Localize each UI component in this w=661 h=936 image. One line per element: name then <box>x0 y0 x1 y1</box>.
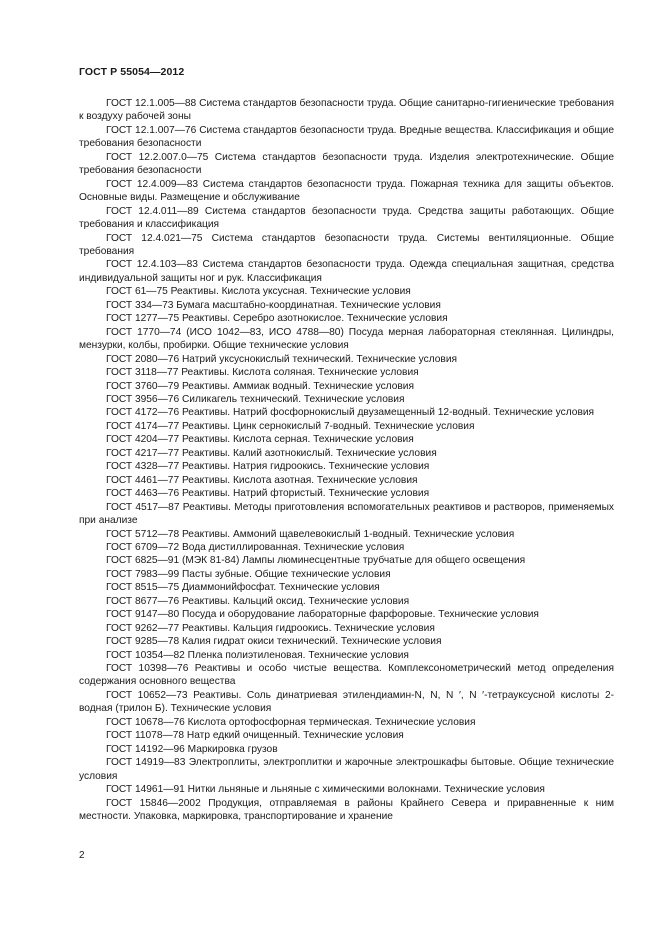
reference-item: ГОСТ 12.4.103—83 Система стандартов безопасности труда. Одежда специальная защитная, средства индивидуальной защиты ног и рук. Классификация <box>79 259 614 284</box>
reference-item: ГОСТ 3760—79 Реактивы. Аммиак водный. Технические условия <box>106 380 415 392</box>
reference-item: ГОСТ 6709—72 Вода дистиллированная. Технические условия <box>106 541 405 553</box>
reference-item: ГОСТ 14192—96 Маркировка грузов <box>106 743 278 755</box>
reference-item: ГОСТ 7983—99 Пасты зубные. Общие технические условия <box>106 568 391 580</box>
reference-item: ГОСТ 1277—75 Реактивы. Серебро азотнокислое. Технические условия <box>106 313 448 325</box>
reference-item: ГОСТ 6825—91 (МЭК 81-84) Лампы люминесцентные трубчатые для общего освещения <box>106 555 526 567</box>
reference-item: ГОСТ 2080—76 Натрий уксуснокислый технический. Технические условия <box>106 353 458 365</box>
reference-item: ГОСТ 9262—77 Реактивы. Кальция гидроокись. Технические условия <box>106 622 435 634</box>
reference-item: ГОСТ 1770—74 (ИСО 1042—83, ИСО 4788—80) Посуда мерная лабораторная стеклянная. Цилиндры, мензурки, колбы, пробирки. Общие технические условия <box>79 326 614 352</box>
reference-item: ГОСТ 10678—76 Кислота ортофосфорная термическая. Технические условия <box>106 716 476 728</box>
reference-item: ГОСТ 4463—76 Реактивы. Натрий фтористый. Технические условия <box>106 488 430 500</box>
reference-item: ГОСТ 12.1.005—88 Система стандартов безопасности труда. Общие санитарно-гигиенические требования к воздуху рабочей зоны <box>79 98 614 123</box>
reference-item: ГОСТ 4172—76 Реактивы. Натрий фосфорнокислый двузамещенный 12-водный. Технические условия <box>106 407 595 419</box>
reference-item: ГОСТ 4217—77 Реактивы. Калий азотнокислый. Технические условия <box>106 447 437 459</box>
reference-item: ГОСТ 14961—91 Нитки льняные и льняные с химическими волокнами. Технические условия <box>106 784 545 796</box>
reference-item: ГОСТ 3956—76 Силикагель технический. Технические условия <box>106 393 405 405</box>
reference-item: ГОСТ 8515—75 Диаммонийфосфат. Технические условия <box>106 582 380 594</box>
reference-item: ГОСТ 12.1.007—76 Система стандартов безопасности труда. Вредные вещества. Классификация и общие требования безопасности <box>79 124 614 150</box>
reference-item: ГОСТ 12.4.021—75 Система стандартов безопасности труда. Системы вентиляционные. Общие требования <box>79 232 614 257</box>
reference-item: ГОСТ 10398—76 Реактивы и особо чистые вещества. Комплексонометрический метод определения содержания основного вещества <box>79 663 614 688</box>
reference-item: ГОСТ 4204—77 Реактивы. Кислота серная. Технические условия <box>106 434 414 446</box>
normative-references-list <box>79 97 614 823</box>
reference-item: ГОСТ 3118—77 Реактивы. Кислота соляная. Технические условия <box>106 367 419 379</box>
document-header: ГОСТ Р 55054—2012 <box>79 66 185 78</box>
reference-item: ГОСТ 9285—78 Калия гидрат окиси технический. Технические условия <box>106 636 442 648</box>
reference-item: ГОСТ 5712—78 Реактивы. Аммоний щавелевокислый 1-водный. Технические условия <box>106 528 515 540</box>
reference-item: ГОСТ 4174—77 Реактивы. Цинк сернокислый 7-водный. Технические условия <box>106 420 475 432</box>
reference-item: ГОСТ 10354—82 Пленка полиэтиленовая. Технические условия <box>106 649 409 661</box>
reference-item: ГОСТ 4328—77 Реактивы. Натрия гидроокись. Технические условия <box>106 461 430 473</box>
reference-item: ГОСТ 61—75 Реактивы. Кислота уксусная. Технические условия <box>106 286 411 298</box>
reference-item: ГОСТ 334—73 Бумага масштабно-координатная. Технические условия <box>106 299 441 311</box>
reference-item: ГОСТ 8677—76 Реактивы. Кальций оксид. Технические условия <box>106 595 410 607</box>
reference-item: ГОСТ 10652—73 Реактивы. Соль динатриевая этилендиамин-N, N, N ′, N ′-тетрауксусной кислоты 2-водная (трилон Б). Технические условия <box>79 689 614 715</box>
reference-item: ГОСТ 4517—87 Реактивы. Методы приготовления вспомогательных реактивов и растворов, применяемых при анализе <box>79 501 614 527</box>
reference-item: ГОСТ 4461—77 Реактивы. Кислота азотная. Технические условия <box>106 474 418 486</box>
reference-item: ГОСТ 12.4.011—89 Система стандартов безопасности труда. Средства защиты работающих. Общие требования и классификация <box>79 205 614 231</box>
reference-item: ГОСТ 11078—78 Натр едкий очищенный. Технические условия <box>106 730 404 742</box>
reference-item: ГОСТ 15846—2002 Продукция, отправляемая в районы Крайнего Севера и приравненные к ним местности. Упаковка, маркировка, транспортирование и хранение <box>79 797 614 823</box>
reference-item: ГОСТ 12.4.009—83 Система стандартов безопасности труда. Пожарная техника для защиты объектов. Основные виды. Размещение и обслуживание <box>79 178 614 204</box>
reference-item: ГОСТ 9147—80 Посуда и оборудование лабораторные фарфоровые. Технические условия <box>106 609 539 621</box>
reference-item: ГОСТ 14919—83 Электроплиты, электроплитки и жарочные электрошкафы бытовые. Общие технические условия <box>79 757 614 782</box>
reference-item: ГОСТ 12.2.007.0—75 Система стандартов безопасности труда. Изделия электротехнические. Общие требования безопасности <box>79 151 614 177</box>
page-number: 2 <box>79 850 85 861</box>
